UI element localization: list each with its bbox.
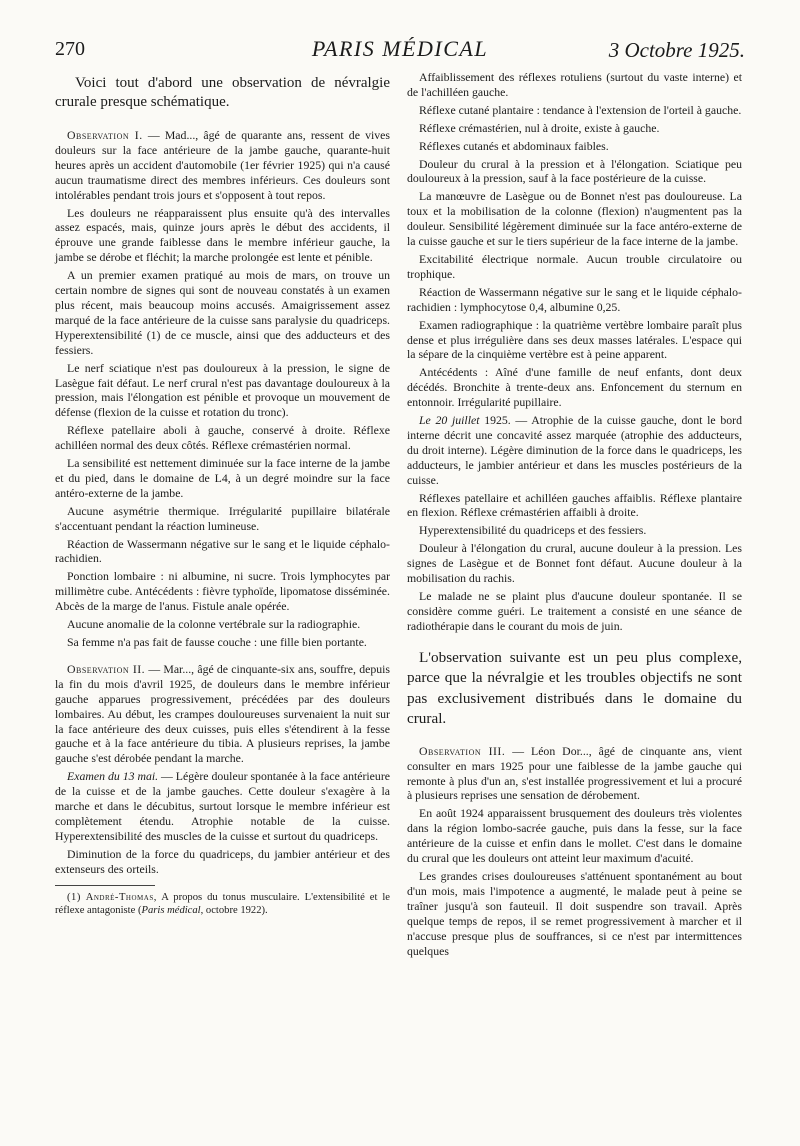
- footnote: [55, 891, 390, 918]
- transition-paragraph: L'observation suivante est un peu plus complexe, parce que la névralgie et les troubles objectifs ne sont pas exclusivement distribués dans le domaine du crural.: [407, 648, 742, 728]
- observation-2-text: — Mar..., âgé de cinquante-six ans, souffre, depuis la fin du mois d'avril 1925, de douleurs dans le membre inférieur gauche apparues progressivement, précédées par des douleurs lombaires. Au début, les crampes douloureuses survenaient la nuit sur la face antérieure des deux cuisses, puis elles s'étendirent à la fesse gauche et à la face antérieure du tibia. A plusieurs reprises, la jambe gauche s'est dérobée pendant la marche.: [55, 661, 390, 766]
- spacer: [55, 653, 390, 662]
- paragraph: Réaction de Wassermann négative sur le sang et le liquide céphalo-rachidien.: [55, 536, 390, 566]
- paragraph: Les douleurs ne réapparaissent plus ensuite qu'à des intervalles assez espacés, mais, quinze jours après le début des accidents, il éprouve une grande faiblesse dans le membre inférieur gauche, la jambe se dérobe et fléchit; la marche prolongée est lente et pénible.: [55, 205, 390, 265]
- footnote-author: (1) André-Thomas,: [67, 891, 157, 903]
- paragraph: La sensibilité est nettement diminuée sur la face interne de la jambe et du pied, dans le domaine de L4, à un degré moindre sur la face antéro-externe de la jambe.: [55, 456, 390, 500]
- followup-text: — Atrophie de la cuisse gauche, dont le bord interne décrit une concavité assez marquée (atrophie des adducteurs, du droit interne). Légère diminution de la force dans le quadriceps, les adducteurs, le jambier antérieur et dans les muscles postérieurs de la cuisse.: [407, 413, 742, 487]
- footnote-rule: [55, 885, 155, 886]
- paragraph: Ponction lombaire : ni albumine, ni sucre. Trois lymphocytes par millimètre cube. Antécédents : fièvre typhoïde, lipomatose disséminée. Abcès de la marge de l'anus. Fistule anale opérée.: [55, 569, 390, 614]
- issue-date: 3 Octobre 1925.: [608, 38, 745, 62]
- intro-paragraph: Voici tout d'abord une observation de névralgie crurale presque schématique.: [55, 75, 390, 110]
- observation-1-text: — Mad..., âgé de quarante ans, ressent de vives douleurs sur la face antérieure de la jambe gauche, quarante-huit heures après un accident d'automobile (1er février 1925) qui n'a causé aucun traumatisme direct des membres inférieurs. Ces douleurs sont intolérables pendant trois jours et s'opposent à tout repos.: [55, 128, 390, 202]
- followup-paragraph: [407, 413, 742, 488]
- paragraph: Douleur à l'élongation du crural, aucune douleur à la pression. Les signes de Lasègue et de Bonnet font défaut. Aucune douleur à la mobilisation du rachis.: [407, 541, 742, 586]
- exam-text: — Légère douleur spontanée à la face antérieure de la cuisse et de la jambe gauches. Cette douleur s'exagère à la marche et dans le décubitus, surtout lorsque le membre inférieur est complètement étendu. Atrophie notable de la cuisse. Hyperextensibilité des muscles de la cuisse et surtout du quadriceps.: [55, 769, 390, 843]
- paragraph: Examen radiographique : la quatrième vertèbre lombaire paraît plus dense et plus irrégulière dans ses deux masses latérales. L'espace qui la sépare de la cinquième vertèbre est à peine apparent.: [407, 317, 742, 362]
- paragraph: Sa femme n'a pas fait de fausse couche : une fille bien portante.: [67, 635, 367, 649]
- followup-date: Le 20 juillet: [419, 413, 480, 428]
- journal-title: PARIS MÉDICAL: [311, 36, 489, 61]
- paragraph: Réaction de Wassermann négative sur le sang et le liquide céphalo-rachidien : lymphocytose 0,4, albumine 0,25.: [407, 284, 742, 314]
- paragraph: En août 1924 apparaissent brusquement des douleurs très violentes dans la région lombo-sacrée gauche, puis dans la fesse, sur la face antérieure de la cuisse et enfin dans le mollet. C'est dans le domaine du crural que les douleurs ont atteint leur maximum d'acuité.: [407, 806, 742, 866]
- paragraph: Réflexe cutané plantaire : tendance à l'extension de l'orteil à gauche.: [419, 102, 742, 117]
- paragraph: Hyperextensibilité du quadriceps et des fessiers.: [419, 523, 647, 538]
- paragraph: Réflexe crémastérien, nul à droite, existe à gauche.: [419, 120, 660, 135]
- observation-1-paragraph: [55, 128, 390, 203]
- observation-3-label: Observation III.: [419, 743, 506, 758]
- footnote-journal: Paris médical: [141, 905, 201, 917]
- paragraph: A un premier examen pratiqué au mois de mars, on trouve un certain nombre de signes qui sont de nouveau constatés à un examen plus récent, mais beaucoup moins accusés. Amaigrissement assez marqué de la face antérieure de la cuisse sans paralysie du quadriceps. Hyperextensibilité (1) de ce muscle, ainsi que des adducteurs et des fessiers.: [55, 268, 390, 357]
- paragraph: Aucune asymétrie thermique. Irrégularité pupillaire bilatérale s'accentuant pendant la réaction lumineuse.: [55, 503, 390, 533]
- observation-3-paragraph: [407, 744, 742, 804]
- footnote-end: , octobre 1922).: [200, 905, 268, 917]
- paragraph: Douleur du crural à la pression et à l'élongation. Sciatique peu douloureux à la pression, sauf à la face postérieure de la cuisse.: [407, 156, 742, 186]
- running-header: [55, 38, 745, 66]
- page-number: 270: [55, 38, 85, 60]
- paragraph: Les grandes crises douloureuses s'atténuent spontanément au bout d'un mois, mais l'impotence a augmenté, le malade peut à peine se traîner jusqu'à son fauteuil. Il doit suspendre son travail. Après quelque temps de repos, il se remet progressivement à marcher et il n'accuse presque plus de souffrances, si ce n'est par intermittences quelques: [407, 868, 742, 958]
- paragraph: Excitabilité électrique normale. Aucun trouble circulatoire ou trophique.: [407, 251, 742, 281]
- exam-label: Examen du 13 mai.: [67, 769, 159, 784]
- followup-year: 1925.: [479, 413, 511, 428]
- paragraph: Affaiblissement des réflexes rotuliens (surtout du vaste interne) et de l'achilléen gauche.: [407, 70, 742, 99]
- paragraph: La manœuvre de Lasègue ou de Bonnet n'est pas douloureuse. La toux et la mobilisation de la colonne (flexion) n'augmentent pas la douleur. Sensibilité légèrement diminuée sur la face antéro-externe de la cuisse gauche et sur le tiers supérieur de la face interne de la jambe.: [407, 189, 742, 249]
- left-column: [55, 70, 390, 921]
- paragraph: Diminution de la force du quadriceps, du jambier antérieur et des extenseurs des orteils.: [55, 846, 390, 876]
- paragraph: Réflexes patellaire et achilléen gauches affaiblis. Réflexe plantaire en flexion. Réflexe crémastérien affaibli à droite.: [407, 490, 742, 520]
- paragraph: Réflexe patellaire aboli à gauche, conservé à droite. Réflexe achilléen normal des deux côtés. Réflexe crémastérien normal.: [55, 423, 390, 453]
- observation-2-label: Observation II.: [67, 661, 146, 676]
- right-column: [407, 70, 742, 961]
- footnote-text: A propos du tonus musculaire. L'extensibilité et le réflexe antagoniste (: [55, 891, 390, 917]
- exam-paragraph: [55, 769, 390, 844]
- paragraph: Réflexes cutanés et abdominaux faibles.: [419, 138, 609, 153]
- observation-3-text: — Léon Dor..., âgé de cinquante ans, vient consulter en mars 1925 pour une faiblesse de la jambe gauche qui remonte à plus d'un an, s'est installée progressivement et lui a procuré à plusieurs reprises une sensation de dérobement.: [407, 743, 743, 803]
- observation-1-label: Observation I.: [67, 128, 143, 142]
- paragraph: Le nerf sciatique n'est pas douloureux à la pression, le signe de Lasègue fait défaut. Le nerf crural n'est pas davantage douloureux à la pression, mais l'élongation est pénible et provoque un mouvement de défense (flexion de la cuisse et rotation du tronc).: [55, 360, 390, 420]
- observation-2-paragraph: [55, 662, 390, 766]
- paragraph: Antécédents : Aîné d'une famille de neuf enfants, dont deux décédés. Bronchite à trente-deux ans. Enfoncement du sternum en entonnoir. Irrégularité pupillaire.: [407, 365, 742, 410]
- paragraph: Aucune anomalie de la colonne vertébrale sur la radiographie.: [67, 617, 361, 632]
- paragraph: Le malade ne se plaint plus d'aucune douleur spontanée. Il se considère comme guéri. Le traitement a consisté en une séance de radiothérapie dans le courant du mois de juin.: [407, 589, 742, 633]
